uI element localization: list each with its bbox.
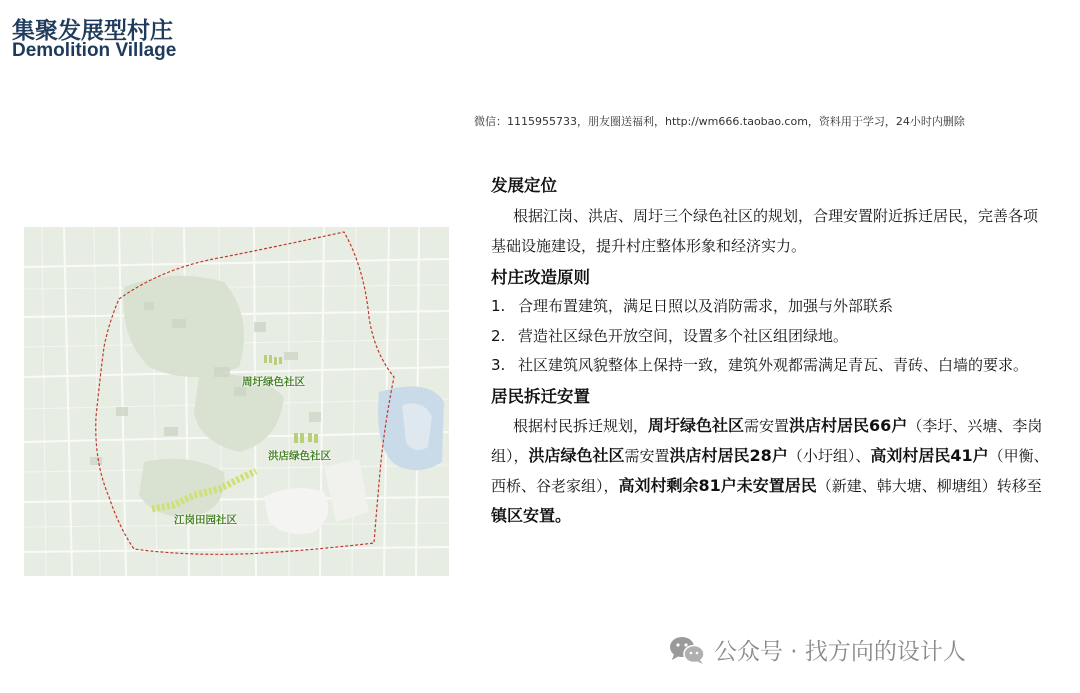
list-text: 合理布置建筑，满足日照以及消防需求，加强与外部联系 — [518, 297, 894, 315]
list-text: 营造社区绿色开放空间，设置多个社区组团绿地。 — [518, 326, 849, 345]
village-map — [24, 227, 449, 576]
text-segment: 需安置 — [624, 446, 670, 465]
map-label-zhouyu: 周圩绿色社区 — [242, 376, 305, 388]
map-label-jianggang: 江岗田园社区 — [174, 514, 237, 526]
footer-watermark — [668, 633, 966, 666]
highlight-text: 洪店村居民28户 — [669, 445, 788, 465]
highlight-text: 洪店绿色社区 — [528, 445, 625, 465]
resettlement-text — [491, 411, 1051, 531]
highlight-text: 镇区安置。 — [491, 505, 572, 525]
map-label-hongdian: 洪店绿色社区 — [268, 450, 331, 462]
text-segment: 根据村民拆迁规划， — [513, 416, 649, 435]
list-item — [491, 292, 1051, 322]
list-number: 2. — [491, 326, 506, 345]
page-title: 集聚发展型村庄 — [12, 18, 173, 44]
highlight-text: 高刘村居民41户 — [870, 445, 989, 465]
text-segment: 需安置 — [744, 416, 790, 435]
heading-renovation-principles: 村庄改造原则 — [491, 268, 590, 287]
highlight-text: 高刘村剩余81户未安置居民 — [618, 475, 817, 495]
text-segment: （小圩组）、 — [787, 446, 871, 465]
heading-development-positioning: 发展定位 — [491, 176, 557, 195]
heading-resettlement: 居民拆迁安置 — [491, 386, 590, 406]
development-positioning-text: 根据江岗、洪店、周圩三个绿色社区的规划，合理安置附近拆迁居民，完善各项基础设施建设，提升村庄整体形象和经济实力。 — [491, 207, 1039, 255]
text-segment: （甲衡、西桥、谷老家组）， — [491, 446, 1049, 495]
content-panel — [491, 172, 1051, 531]
page-subtitle: Demolition Village — [12, 40, 177, 61]
highlight-text: 洪店村居民66户 — [789, 415, 908, 435]
highlight-text: 周圩绿色社区 — [648, 415, 745, 435]
principles-list — [491, 292, 1051, 381]
list-item — [491, 351, 1051, 381]
list-number: 3. — [491, 356, 506, 374]
text-segment: （新建、韩大塘、柳塘组）转移至 — [816, 476, 1042, 495]
notice-text: 微信：1115955733，朋友圈送福利，http://wm666.taobao.com，资料用于学习，24小时内删除 — [474, 115, 965, 128]
text-segment: （李圩、兴塘、李岗组）， — [491, 416, 1043, 465]
footer-text: 公众号 · 找方向的设计人 — [714, 639, 966, 665]
list-text: 社区建筑风貌整体上保持一致，建筑外观都需满足青瓦、青砖、白墙的要求。 — [518, 356, 1029, 374]
list-number: 1. — [491, 297, 506, 315]
wechat-icon — [668, 634, 706, 666]
list-item — [491, 322, 1051, 352]
